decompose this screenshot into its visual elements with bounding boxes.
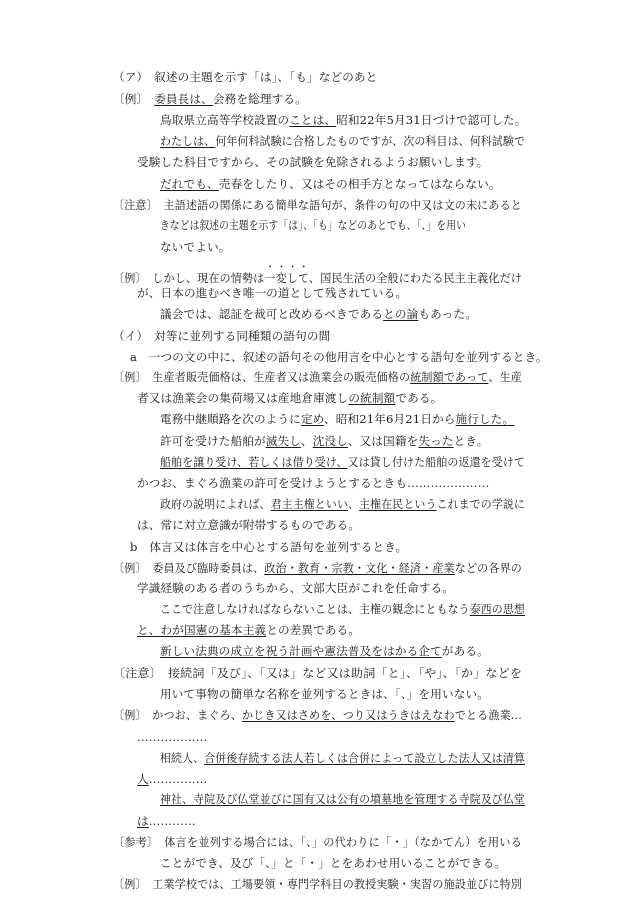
text-line — [160, 686, 489, 702]
text-line — [160, 217, 466, 233]
text-segment: 、国民生活の全般にわたる民主主義化だけ — [309, 271, 523, 285]
underlined-text: 統制額であって — [410, 370, 489, 384]
underlined-text: は — [137, 814, 149, 828]
text-line — [160, 791, 525, 807]
underlined-text: ことは、 — [289, 113, 337, 127]
text-segment: 受験した科目ですから、その試験を免除されるようお願いします。 — [137, 155, 489, 169]
text-segment: ………… — [148, 814, 196, 828]
text-segment: 議会では、認証を裁可と改めるべきである — [160, 307, 384, 321]
underlined-text: わたしは、 — [160, 134, 216, 148]
text-segment: は、常に対立意識が附帯するものである。 — [137, 518, 361, 532]
text-segment: かつお、まぐろ漁業の許可を受けようとするときも………………… — [137, 476, 490, 490]
text-line — [160, 411, 514, 427]
text-line — [160, 176, 501, 192]
text-segment: 何年何科試験に合格したものですが、次の科目は、何科試験で — [215, 134, 526, 148]
text-line — [160, 496, 525, 512]
text-segment: 〔例〕 工業学校では、工場要領・専門学科目の教授実験・実習の施設並びに特別 — [113, 877, 523, 891]
text-segment: ここで注意しなければならないことは、主権の観念にともなう — [160, 602, 470, 616]
text-segment: a 一つの文の中に、叙述の語句その他用言を中心とする語句を並列するとき。 — [130, 350, 548, 364]
text-line — [137, 154, 488, 170]
text-segment: 〔例〕 委員及び臨時委員は、 — [113, 561, 265, 575]
text-line — [113, 69, 377, 85]
underlined-text: 人 — [137, 772, 149, 786]
text-line — [137, 813, 196, 829]
underlined-text: 滅失し — [265, 434, 301, 448]
underlined-text: との論 — [383, 307, 419, 321]
text-segment: 許可を受けた船舶が — [160, 434, 266, 448]
text-line — [113, 707, 522, 723]
text-segment: （イ） 対等に並列する同種類の語句の間 — [113, 329, 331, 343]
text-segment: 売春をしたり、又はその相手方となってはならない。 — [218, 177, 501, 191]
text-segment: 政府の説明によれば、 — [160, 497, 271, 511]
text-segment: 相続人、 — [160, 751, 205, 765]
text-segment: 〔例〕 しかし、現在の情勢は — [113, 271, 265, 285]
text-line — [137, 729, 207, 745]
text-line — [137, 580, 454, 596]
text-line — [130, 349, 548, 365]
text-segment: これまでの学説に — [436, 497, 525, 511]
text-line — [160, 643, 489, 659]
text-line — [137, 622, 360, 638]
underlined-text: 定め — [300, 412, 324, 426]
text-line — [160, 750, 525, 766]
text-line — [113, 91, 307, 107]
text-segment: （ア） 叙述の主題を示す「は」、「も」などのあと — [113, 70, 378, 84]
text-segment: 〔例〕 — [113, 92, 155, 106]
text-line — [113, 834, 522, 850]
text-line — [113, 197, 522, 213]
text-segment: などの各界の — [454, 561, 522, 575]
text-line — [113, 264, 522, 286]
text-segment: 〔参考〕 体言を並列する場合には、「、」の代わりに「・」（なかてん）を用いる — [113, 835, 522, 849]
text-segment: 鳥取県立高等学校設置の — [160, 113, 290, 127]
text-segment: との差異である。 — [266, 623, 361, 637]
text-line — [160, 239, 230, 255]
text-segment: ないでよい。 — [160, 240, 231, 254]
text-line — [113, 560, 522, 576]
text-segment: もあった。 — [418, 307, 477, 321]
text-segment: ……………… — [137, 730, 208, 744]
underlined-text: 施行した。 — [455, 412, 515, 426]
text-line — [160, 133, 525, 149]
text-segment: 学識経験のある者のうちから、文部大臣がこれを任命する。 — [137, 581, 455, 595]
underlined-text: 失った — [418, 434, 454, 448]
text-line — [160, 433, 488, 449]
text-segment: きなどは叙述の主題を示す「は」、「も」などのあとでも、「、」を用い — [160, 218, 466, 232]
text-segment: 〔例〕 生産者販売価格は、生産者又は漁業会の販売価格の — [113, 370, 411, 384]
text-segment: ことができ、及び「、」と「・」とをあわせ用いることができる。 — [160, 856, 507, 870]
text-segment: 者又は漁業会の集荷場又は産地倉庫渡し — [137, 391, 349, 405]
underlined-text: かじき又はさめを、つり又はうきはえなわ — [241, 708, 455, 722]
text-segment: 〔注意〕 主語述語の関係にある簡単な語句が、条件の句の中又は文の末にあると — [113, 198, 523, 212]
text-segment: でとる漁業… — [454, 708, 522, 722]
text-segment: とき。 — [453, 434, 489, 448]
text-line — [160, 454, 525, 470]
underlined-text: 泰西の思想 — [469, 602, 526, 616]
text-segment: が、日本の進むべき唯一の道として残されている。 — [137, 286, 408, 300]
text-line — [160, 855, 506, 871]
underlined-text: 新しい法典の成立を祝う計画や憲法普及をはかる企て — [160, 644, 442, 658]
underlined-text: 君主主権といい — [270, 497, 349, 511]
text-segment: …………… — [148, 772, 208, 786]
text-segment: 、 — [300, 434, 313, 448]
text-segment: 用いて事物の簡単な名称を並列するときは、「、」を用いない。 — [160, 687, 489, 701]
text-segment: 〔注意〕 接続詞「及び」、「又は」など又は助詞「と」、「や」、「か」などを — [113, 666, 523, 680]
text-line — [113, 369, 522, 385]
text-segment: 昭和22年5月31日づけで認可した。 — [336, 113, 527, 127]
text-line — [137, 285, 407, 301]
underlined-text: 主権在民という — [359, 497, 437, 511]
underlined-text: わが国憲の基本主義 — [160, 623, 267, 637]
emphasized-text: 一変して — [264, 271, 310, 285]
underlined-text: だれでも、 — [160, 177, 219, 191]
text-segment: 〔例〕 かつお、まぐろ、 — [113, 708, 242, 722]
text-segment: b 体言又は体言を中心とする語句を並列するとき。 — [130, 540, 408, 554]
text-segment: である。 — [395, 391, 443, 405]
text-line — [137, 517, 360, 533]
text-line — [160, 306, 477, 322]
text-segment: 、 — [348, 497, 360, 511]
underlined-text: 船舶を譲り受け、若しくは借り受け、 — [160, 455, 348, 469]
text-segment: 会務を総理する。 — [212, 92, 307, 106]
text-line — [160, 601, 525, 617]
text-segment: 電務中継順路を次のように — [160, 412, 301, 426]
text-line — [113, 665, 522, 681]
text-segment: 、又は国籍を — [347, 434, 419, 448]
underlined-text: の統制額 — [348, 391, 396, 405]
text-line — [113, 328, 330, 344]
text-line — [137, 475, 489, 491]
underlined-text: 神社、寺院及び仏堂並びに国有又は公有の墳墓地を管理する寺院及び仏堂 — [160, 792, 525, 806]
underlined-text: 政治・教育・宗教・文化・経済・産業 — [264, 561, 455, 575]
underlined-text: 委員長は、 — [154, 92, 213, 106]
underlined-text: と、 — [137, 623, 161, 637]
text-line — [130, 539, 407, 555]
text-segment: がある。 — [441, 644, 489, 658]
text-line — [160, 112, 526, 128]
underlined-text: 沈没し — [312, 434, 348, 448]
text-segment: 又は貸し付けた船舶の返還を受けて — [347, 455, 526, 469]
text-line — [113, 876, 522, 892]
text-segment: 、昭和21年6月21日から — [323, 412, 456, 426]
text-line — [137, 771, 207, 787]
text-line — [137, 390, 442, 406]
underlined-text: 合併後存続する法人若しくは合併によって設立した法人又は清算 — [204, 751, 526, 765]
text-segment: 、生産 — [488, 370, 522, 384]
